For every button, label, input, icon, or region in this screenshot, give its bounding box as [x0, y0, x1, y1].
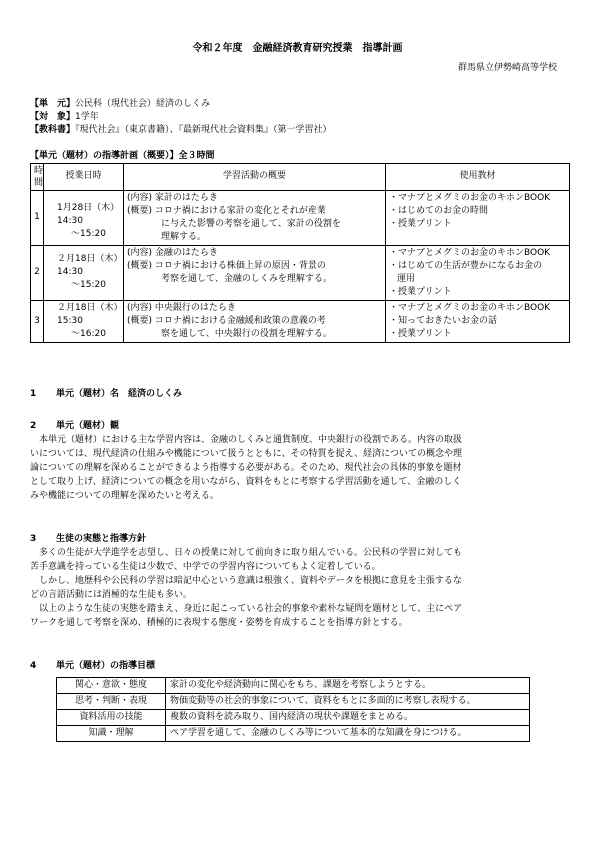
- date-start: 14:30: [57, 267, 83, 277]
- row-activity: [124, 301, 386, 343]
- section-body: [30, 434, 570, 504]
- goal-key: 資料活用の技能: [57, 710, 166, 726]
- row-materials: [386, 191, 570, 246]
- row-num: 1: [31, 191, 44, 246]
- section-title: 単元（題材）観: [56, 421, 120, 431]
- body-line: いについては、現代経済の仕組みや機能について扱うとともに、その特質を捉え、経済についての概念や理: [30, 449, 463, 459]
- date-end: ～15:20: [71, 229, 106, 239]
- document-title: 令和２年度 金融経済教育研究授業 指導計画: [192, 43, 403, 54]
- row-num: 3: [31, 301, 44, 343]
- plan-row: [31, 191, 570, 246]
- goal-row: [57, 726, 530, 742]
- material-item: ・授業プリント: [389, 287, 452, 297]
- section-number: 3: [30, 534, 37, 544]
- material-item: ・マナブとメグミのお金のキホンBOOK: [389, 193, 551, 203]
- header-date: 授業日時: [44, 164, 124, 191]
- material-item: ・はじめてのお金の時間: [389, 206, 489, 216]
- material-item: ・マナブとメグミのお金のキホンBOOK: [389, 303, 551, 313]
- activity-line: (内容) 家計のはたらき: [127, 193, 218, 203]
- section-number: 2: [30, 421, 37, 431]
- date-day: 1月28日（木）: [57, 203, 120, 213]
- row-activity: [124, 191, 386, 246]
- body-line: どの言語活動には消極的な生徒も多い。: [30, 590, 193, 600]
- plan-heading: 【単元（題材）の指導計画（概要）】全３時間: [30, 151, 215, 161]
- activity-line: に与えた影響の考察を通して、家計の役割を: [161, 219, 341, 229]
- material-spacer: [389, 231, 566, 244]
- meta-target-label: 【対 象】: [30, 112, 76, 122]
- header-period-2: 間: [34, 178, 44, 188]
- activity-line: (概要) コロナ禍における家計の変化とそれが産業: [127, 206, 326, 216]
- header-period-1: 時: [34, 166, 44, 176]
- plan-row: [31, 301, 570, 343]
- meta-textbook-label: 【教科書】: [30, 125, 76, 135]
- section-number: 1: [30, 389, 37, 399]
- row-date: [44, 301, 124, 343]
- material-item: ・授業プリント: [389, 329, 452, 339]
- section-heading: [30, 660, 570, 674]
- section-heading: [30, 533, 570, 547]
- section-3: [30, 533, 570, 631]
- date-start: 15:30: [57, 316, 83, 326]
- goal-row: [57, 694, 530, 710]
- body-line: みや機能についての理解を深めたいと考える。: [30, 491, 219, 501]
- section-heading: [30, 420, 570, 434]
- body-line: として取り上げ、経済についての概念を用いながら、資料をもとに考察する学習活動を通して、金融のしく: [30, 477, 462, 487]
- activity-line: 理解する。: [161, 232, 207, 242]
- header-period: [31, 164, 44, 191]
- plan-table: [30, 163, 570, 343]
- meta-target-value: 1学年: [75, 112, 99, 122]
- row-materials: [386, 246, 570, 301]
- activity-line: (概要) コロナ禍における株価上昇の原因・背景の: [127, 261, 326, 271]
- section-heading: [30, 388, 570, 402]
- activity-line: (内容) 中央銀行のはたらき: [127, 303, 236, 313]
- goal-row: [57, 678, 530, 694]
- date-end: ～15:20: [71, 280, 106, 290]
- header-activity: 学習活動の概要: [124, 164, 386, 191]
- activity-line: 察を通して、中央銀行の役割を理解する。: [161, 329, 332, 339]
- material-item: ・はじめての生活が豊かになるお金の: [389, 261, 543, 271]
- activity-line: (概要) コロナ禍における金融緩和政策の意義の考: [127, 316, 326, 326]
- goal-value: 物価変動等の社会的事象について、資料をもとに多面的に考察し表現する。: [166, 694, 530, 710]
- meta-unit: [30, 98, 570, 111]
- material-item: 運用: [397, 274, 416, 284]
- body-line: 苦手意識を持っている生徒は少数で、中学での学習内容についてもよく定着している。: [30, 562, 381, 572]
- goal-value: 家計の変化や経済動向に関心をもち、課題を考察しようとする。: [166, 678, 530, 694]
- material-item: ・知っておきたいお金の話: [389, 316, 498, 326]
- material-item: ・授業プリント: [389, 219, 452, 229]
- activity-line: (内容) 金融のはたらき: [127, 248, 218, 258]
- meta-target: [30, 111, 570, 124]
- goal-row: [57, 710, 530, 726]
- goal-key: 知識・理解: [57, 726, 166, 742]
- plan-header-row: [31, 164, 570, 191]
- body-line: ワークを通して考察を深め、積極的に表現する態度・姿勢を育成することを指導方針とする。: [30, 618, 408, 628]
- date-end: ～16:20: [71, 329, 106, 339]
- body-line: 多くの生徒が大学進学を志望し、日々の授業に対して前向きに取り組んでいる。公民科の学習に対しても: [30, 548, 463, 558]
- activity-line: 考察を通して、金融のしくみを理解する。: [161, 274, 332, 284]
- body-line: 論についての理解を深めることができるよう指導する必要がある。そのため、現代社会の具体的事象を題材: [30, 463, 462, 473]
- header-materials: 使用教材: [386, 164, 570, 191]
- row-date: [44, 246, 124, 301]
- plan-row: [31, 246, 570, 301]
- row-materials: [386, 301, 570, 343]
- section-title: 単元（題材）名 経済のしくみ: [56, 389, 183, 399]
- section-title: 生徒の実態と指導方針: [56, 534, 147, 544]
- section-2: [30, 420, 570, 504]
- row-date: [44, 191, 124, 246]
- section-1: [30, 388, 570, 402]
- body-line: 以上のような生徒の実態を踏まえ、身近に起こっている社会的事象や素朴な疑問を題材として、主にペア: [30, 604, 463, 614]
- unit-meta: [30, 98, 570, 137]
- meta-textbook-value: 『現代社会』（東京書籍）、『最新現代社会資料集』（第一学習社）: [75, 125, 332, 135]
- meta-unit-label: 【単 元】: [30, 99, 76, 109]
- section-number: 4: [30, 661, 37, 671]
- goal-value: 複数の資料を読み取り、国内経済の現状や課題をまとめる。: [166, 710, 530, 726]
- date-day: ２月18日（木）: [57, 254, 123, 264]
- goal-value: ペア学習を通して、金融のしくみ等について基本的な知識を身につける。: [166, 726, 530, 742]
- school-name: 群馬県立伊勢崎高等学校: [457, 63, 557, 73]
- body-line: しかし、地歴科や公民科の学習は暗記中心という意識は根強く、資料やデータを根拠に意見を主張するな: [30, 576, 462, 586]
- row-activity: [124, 246, 386, 301]
- date-start: 14:30: [57, 216, 83, 226]
- meta-unit-value: 公民科（現代社会）経済のしくみ: [75, 99, 211, 109]
- goals-table: [56, 677, 530, 742]
- goal-key: 思考・判断・表現: [57, 694, 166, 710]
- goal-key: 関心・意欲・態度: [57, 678, 166, 694]
- section-body: [30, 547, 570, 631]
- meta-textbook: [30, 124, 570, 137]
- body-line: 本単元（題材）における主な学習内容は、金融のしくみと通貨制度、中央銀行の役割である。内容の取扱: [30, 435, 463, 445]
- row-num: 2: [31, 246, 44, 301]
- section-4: [30, 660, 570, 674]
- date-day: ２月18日（木）: [57, 303, 123, 313]
- section-title: 単元（題材）の指導目標: [56, 661, 156, 671]
- material-item: ・マナブとメグミのお金のキホンBOOK: [389, 248, 551, 258]
